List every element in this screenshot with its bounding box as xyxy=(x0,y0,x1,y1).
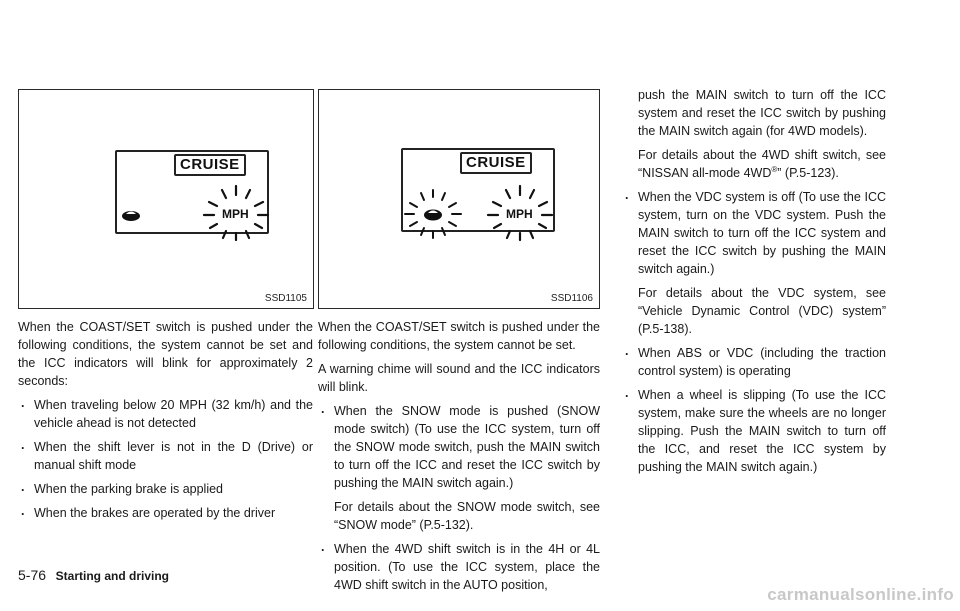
page-number: 5-76 xyxy=(18,567,47,583)
paragraph-chime: A warning chime will sound and the ICC indicators will blink. xyxy=(318,362,600,394)
list-item: . When traveling below 20 MPH (32 km/h) and the vehicle ahead is not detected xyxy=(18,396,313,432)
section-title: Starting and driving xyxy=(55,569,169,583)
figure-caption: SSD1105 xyxy=(264,293,307,304)
reference-text: For details about the VDC system, see “Vehicle Dynamic Control (VDC) system” (P.5-138). xyxy=(638,286,886,336)
cruise-indicator: CRUISE xyxy=(174,154,246,176)
reference-text xyxy=(622,146,886,182)
column-3 xyxy=(622,86,886,482)
column-1 xyxy=(18,318,313,528)
vehicle-ahead-icon xyxy=(121,208,141,222)
list-item: . When the VDC system is off (To use the ICC system, turn on the VDC system. Push the MAIN switch to turn off the ICC system and reset the ICC switch by pushing the MAIN switch again.) xyxy=(622,188,886,278)
watermark: carmanualsonline.info xyxy=(767,585,954,604)
vehicle-blink-rays-icon xyxy=(403,186,463,240)
page-footer xyxy=(18,567,169,583)
list-item: . When the 4WD shift switch is in the 4H or 4L position. (To use the ICC system, place the 4WD shift switch in the AUTO position, xyxy=(318,540,600,594)
figure-ssd1105 xyxy=(18,89,314,309)
reference-text-part: For details about the 4WD shift switch, see “NISSAN all-mode 4WD xyxy=(638,148,886,180)
figure-caption: SSD1106 xyxy=(550,293,593,304)
reference-text-part: ” (P.5-123). xyxy=(777,166,839,180)
list-item: . When the SNOW mode is pushed (SNOW mode switch) (To use the ICC system, turn off the SNOW mode switch, push the MAIN switch to turn off the ICC and reset the ICC switch by pushing the MAIN switch again.) xyxy=(318,402,600,492)
list-item: . When the parking brake is applied xyxy=(18,480,313,498)
paragraph-intro: When the COAST/SET switch is pushed under the following conditions, the system cannot be set and the ICC indicators will blink for approximately 2 seconds: xyxy=(18,320,313,388)
mph-indicator: MPH xyxy=(222,207,249,221)
list-item: . When the shift lever is not in the D (Drive) or manual shift mode xyxy=(18,438,313,474)
mph-indicator: MPH xyxy=(506,207,533,221)
figure-ssd1106 xyxy=(318,89,600,309)
list-item: . When the brakes are operated by the driver xyxy=(18,504,313,522)
column-2 xyxy=(318,318,600,594)
paragraph-continued: push the MAIN switch to turn off the ICC system and reset the ICC switch by pushing the MAIN switch again (for 4WD models). xyxy=(638,88,886,138)
cruise-indicator: CRUISE xyxy=(460,152,532,174)
reference-text: For details about the SNOW mode switch, see “SNOW mode” (P.5-132). xyxy=(334,500,600,532)
list-item: . When ABS or VDC (including the traction control system) is operating xyxy=(622,344,886,380)
registered-mark: ® xyxy=(771,164,778,174)
list-item: . When a wheel is slipping (To use the ICC system, make sure the wheels are no longer slipping. Push the MAIN switch to turn off the ICC, and reset the ICC system by pushing the MAIN switch again.) xyxy=(622,386,886,476)
paragraph-intro: When the COAST/SET switch is pushed under the following conditions, the system cannot be set. xyxy=(318,320,600,352)
